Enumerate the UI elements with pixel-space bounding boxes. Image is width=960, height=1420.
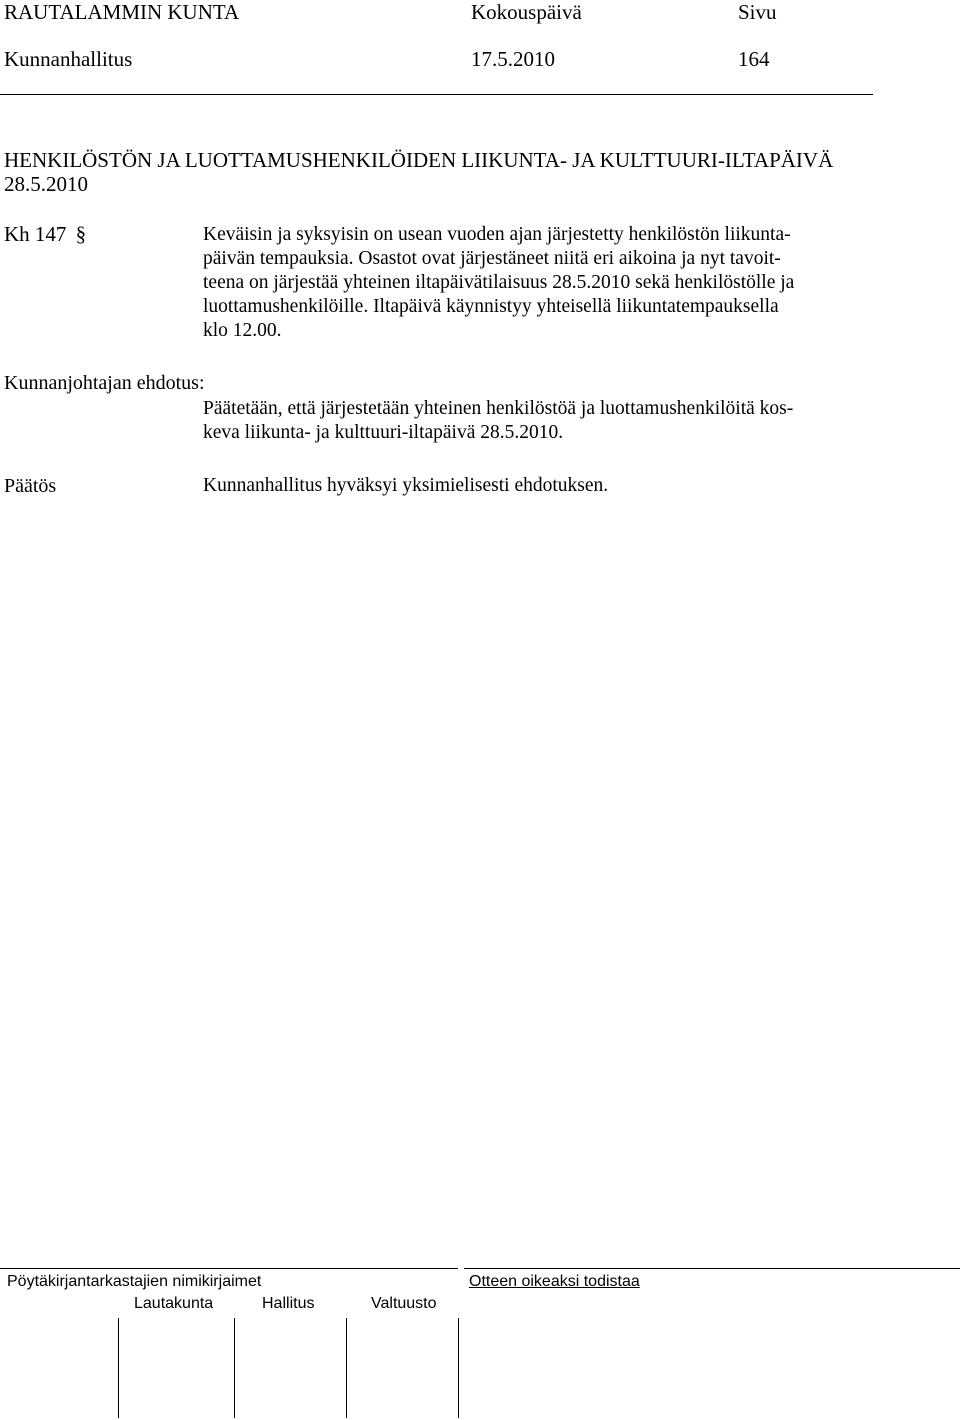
meeting-date-label: Kokouspäivä <box>471 0 582 24</box>
item-title: HENKILÖSTÖN JA LUOTTAMUSHENKILÖIDEN LIIKUNTA- JA KULTTUURI-ILTAPÄIVÄ <box>4 148 834 172</box>
footer-column-government: Hallitus <box>262 1295 315 1312</box>
body-name: Kunnanhallitus <box>4 47 133 71</box>
header-rule <box>0 94 873 95</box>
footer-divider-4 <box>458 1318 459 1418</box>
page-number: 164 <box>738 47 770 71</box>
footer-divider-1 <box>118 1318 119 1418</box>
proposal-line: keva liikunta- ja kulttuuri-iltapäivä 28.5.2010. <box>203 422 564 443</box>
description-line: teena on järjestää yhteinen iltapäivätilaisuus 28.5.2010 sekä henkilöstölle ja <box>203 272 795 293</box>
description-line: klo 12.00. <box>203 320 282 341</box>
footer-divider-2 <box>234 1318 235 1418</box>
signatures-label: Pöytäkirjantarkastajien nimikirjaimet <box>7 1273 262 1290</box>
footer-rule-right <box>464 1268 960 1269</box>
footer-column-board: Lautakunta <box>134 1295 214 1312</box>
footer-rule-left <box>0 1268 458 1269</box>
section-symbol: § <box>75 222 87 246</box>
footer-divider-3 <box>346 1318 347 1418</box>
footer-column-council: Valtuusto <box>371 1295 437 1312</box>
item-number <box>4 222 86 246</box>
proposal-text <box>203 397 883 445</box>
item-title-date: 28.5.2010 <box>4 172 88 196</box>
proposal-label: Kunnanjohtajan ehdotus: <box>4 372 205 394</box>
proposal-line: Päätetään, että järjestetään yhteinen henkilöstöä ja luottamushenkilöitä kos- <box>203 398 794 419</box>
municipality-name: RAUTALAMMIN KUNTA <box>4 0 240 24</box>
certified-label: Otteen oikeaksi todistaa <box>469 1273 640 1290</box>
decision-label: Päätös <box>4 475 57 497</box>
page-label: Sivu <box>738 0 777 24</box>
description-line: päivän tempauksia. Osastot ovat järjestäneet niitä eri aikoina ja nyt tavoit- <box>203 248 781 269</box>
item-description <box>203 223 883 343</box>
item-number-text: Kh 147 <box>4 222 67 246</box>
decision-text: Kunnanhallitus hyväksyi yksimielisesti ehdotuksen. <box>203 475 609 496</box>
description-line: luottamushenkilöille. Iltapäivä käynnistyy yhteisellä liikuntatempauksella <box>203 296 779 317</box>
description-line: Keväisin ja syksyisin on usean vuoden ajan järjestetty henkilöstön liikunta- <box>203 224 791 245</box>
meeting-date: 17.5.2010 <box>471 47 555 71</box>
